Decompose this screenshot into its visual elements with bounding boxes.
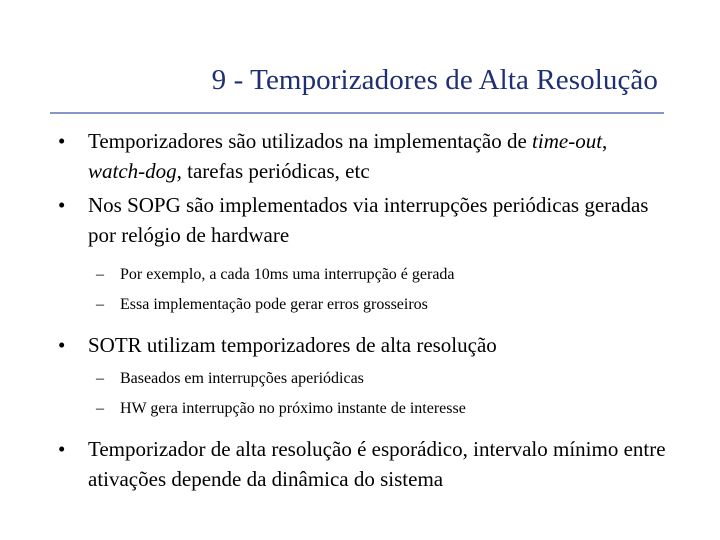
bullet-icon: • (58, 129, 66, 153)
subbullet-text: Essa implementação pode gerar erros grosseiros (120, 296, 428, 313)
subbullet-text: Por exemplo, a cada 10ms uma interrupção é gerada (120, 266, 455, 283)
subbullet-text: Baseados em interrupções aperiódicas (120, 370, 364, 387)
bullet-italic-term: watch-dog (88, 159, 177, 183)
slide-content (58, 126, 668, 494)
bullet-icon: • (58, 437, 66, 461)
subbullet-item (58, 290, 668, 320)
bullet-text-part: , tarefas periódicas, etc (176, 159, 370, 183)
bullet-icon: • (58, 193, 66, 217)
slide-title: 9 - Temporizadores de Alta Resolução (211, 64, 658, 96)
dash-icon: – (96, 266, 104, 283)
bullet-italic-term: time-out (532, 129, 603, 153)
subbullet-item (58, 394, 668, 424)
bullet-text-part: , (602, 129, 608, 153)
bullet-icon: • (58, 333, 66, 357)
subbullet-text: HW gera interrupção no próximo instante de interesse (120, 400, 466, 417)
bullet-text: Nos SOPG são implementados via interrupções periódicas geradas por relógio de hardware (88, 193, 649, 247)
subbullet-item (58, 260, 668, 290)
dash-icon: – (96, 400, 104, 417)
bullet-item (58, 126, 668, 186)
dash-icon: – (96, 296, 104, 313)
bullet-text (88, 126, 668, 186)
bullet-item (58, 330, 668, 360)
bullet-item (58, 434, 668, 494)
bullet-item (58, 190, 668, 250)
bullet-text: SOTR utilizam temporizadores de alta resolução (88, 333, 497, 357)
dash-icon: – (96, 370, 104, 387)
title-divider (50, 112, 664, 114)
bullet-text-part: Temporizadores são utilizados na implementação de (88, 129, 533, 153)
subbullet-item (58, 364, 668, 394)
bullet-text: Temporizador de alta resolução é esporádico, intervalo mínimo entre ativações depende da dinâmica do sistema (88, 437, 666, 491)
